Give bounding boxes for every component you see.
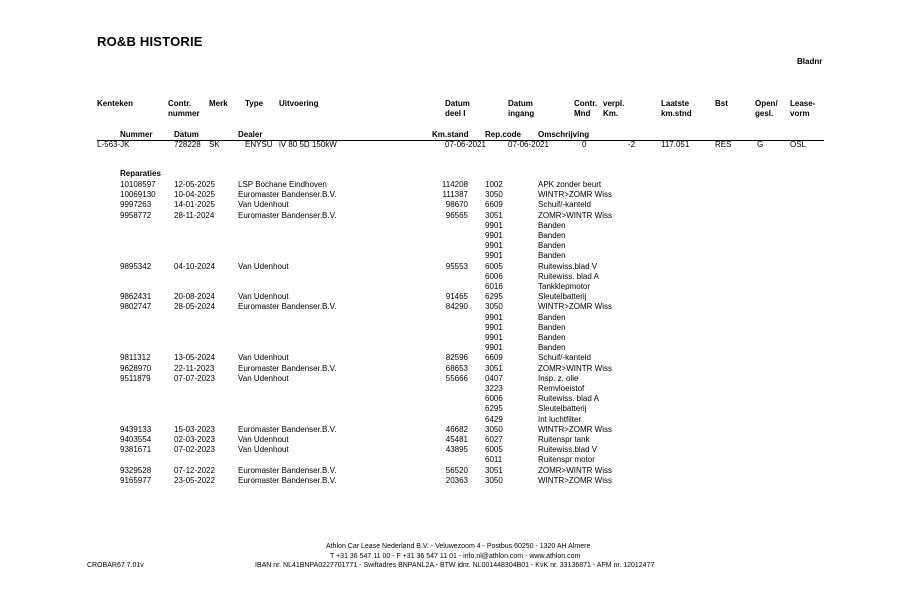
- repair-nummer: 9628970: [120, 363, 152, 373]
- repair-code: 9901: [485, 251, 503, 261]
- header-laatste-line1: Laatste: [661, 99, 690, 108]
- repair-nummer: 9381671: [120, 445, 152, 455]
- repair-omschrijving: Banden: [538, 333, 566, 342]
- header-datum-deel: [445, 99, 470, 119]
- repair-omschrijving: Ruitenspr motor: [538, 455, 595, 465]
- header-open-gesl: [755, 99, 778, 119]
- vehicle-datum-ingang: 07-06-2021: [508, 140, 549, 149]
- repair-kmstand: 20363: [445, 475, 468, 485]
- repair-kmstand: 98670: [445, 200, 468, 210]
- header-kenteken: Kenteken: [97, 99, 134, 108]
- vehicle-leasevorm: OSL: [790, 140, 807, 149]
- repair-dealer: Euromaster Bandenser.B.V.: [238, 465, 337, 475]
- repair-kmstand: 56520: [445, 465, 468, 475]
- repair-datum: 14-01-2025: [174, 200, 215, 210]
- repair-code: 6295: [485, 292, 503, 302]
- repair-nummer: 9895342: [120, 261, 152, 271]
- header-repcode: Rep.code: [485, 130, 522, 139]
- vehicle-verpl-km: -2: [628, 140, 636, 149]
- vehicle-merk: SK: [209, 140, 220, 149]
- repair-code: 6429: [485, 414, 503, 424]
- repair-omschrijving: Schuif/-kanteld: [538, 200, 591, 210]
- repair-omschrijving: ZOMR>WINTR Wiss: [538, 363, 612, 373]
- repair-code: 6609: [485, 353, 503, 363]
- footer-address: Athlon Car Lease Nederland B.V. - Veluwezoom 4 - Postbus 60250 - 1320 AH Almere: [326, 543, 591, 550]
- vehicle-type: ENYSU: [245, 140, 273, 149]
- repair-dealer: Van Udenhout: [238, 435, 289, 444]
- vehicle-open-gesl: G: [757, 140, 764, 149]
- repair-code: 6006: [485, 271, 503, 281]
- repair-kmstand: 91465: [445, 292, 468, 302]
- repair-dealer: Euromaster Bandenser.B.V.: [238, 190, 337, 200]
- repair-dealer: Euromaster Bandenser.B.V.: [238, 210, 337, 220]
- vehicle-contr-mnd: 0: [582, 140, 587, 149]
- repair-datum: 15-03-2023: [174, 424, 215, 434]
- repair-omschrijving: Tankklepmotor: [538, 282, 591, 291]
- header-open-line1: Open/: [755, 99, 778, 108]
- repair-omschrijving: WINTR>ZOMR Wiss: [538, 190, 612, 200]
- vehicle-datum-deel1: 07-06-2021: [445, 140, 486, 149]
- repair-dealer: LSP Bochane Eindhoven: [238, 180, 327, 189]
- repair-omschrijving: Ruitenspr tank: [538, 435, 590, 444]
- repair-dealer: Van Udenhout: [238, 373, 289, 383]
- vehicle-laatste-km: 117.051: [661, 140, 690, 149]
- header-lease-line1: Lease-: [790, 99, 816, 108]
- repair-omschrijving: Sleutelbatterij: [538, 404, 587, 414]
- repair-code: 1002: [485, 180, 503, 189]
- repair-kmstand: 84290: [445, 302, 468, 312]
- repair-omschrijving: Insp. z. olie: [538, 373, 579, 383]
- header-datum-ingang-line1: Datum: [508, 99, 533, 108]
- repair-dealer: Euromaster Bandenser.B.V.: [238, 475, 337, 485]
- header-datum-ingang-line2: ingang: [508, 109, 535, 118]
- header-omschrijving: Omschrijving: [538, 130, 590, 139]
- repair-datum: 02-03-2023: [174, 435, 215, 444]
- repair-nummer: 9165977: [120, 475, 152, 485]
- repair-nummer: 10069130: [120, 190, 156, 200]
- repair-kmstand: 114208: [441, 180, 468, 189]
- repair-datum: 07-07-2023: [174, 373, 215, 383]
- repair-kmstand: 95553: [445, 261, 468, 271]
- repair-dealer: Van Udenhout: [238, 200, 289, 210]
- repair-omschrijving: Banden: [538, 241, 566, 251]
- repair-datum: 28-11-2024: [174, 210, 215, 220]
- repair-code: 6609: [485, 200, 503, 210]
- repair-dealer: Euromaster Bandenser.B.V.: [238, 424, 337, 434]
- repair-datum: 07-12-2022: [174, 465, 215, 475]
- vehicle-kenteken: L-563-JK: [97, 140, 130, 149]
- repair-code: 3050: [485, 190, 503, 200]
- header-merk: Merk: [209, 99, 228, 108]
- repair-code: 3051: [485, 210, 503, 220]
- repair-dealer: Van Udenhout: [238, 261, 289, 271]
- repair-dealer: Van Udenhout: [238, 292, 289, 302]
- header-laatste-line2: km.stnd: [661, 109, 692, 118]
- header-datum-ingang: [508, 99, 534, 119]
- repair-code: 9901: [485, 220, 503, 230]
- repair-kmstand: 45481: [445, 435, 468, 444]
- header-datum-deel-line2: deel I: [445, 109, 466, 118]
- repair-omschrijving: WINTR>ZOMR Wiss: [538, 475, 612, 485]
- repair-code: 6027: [485, 435, 503, 444]
- repair-dealer: Van Udenhout: [238, 353, 289, 363]
- repair-kmstand: 96565: [445, 210, 468, 220]
- repair-nummer: 9811312: [120, 353, 151, 363]
- repair-code: 3050: [485, 475, 503, 485]
- repair-nummer: 9439133: [120, 424, 152, 434]
- repair-dealer: Euromaster Bandenser.B.V.: [238, 363, 337, 373]
- repair-kmstand: 55666: [445, 373, 468, 383]
- header-verpl-line1: verpl.: [603, 99, 625, 108]
- repair-kmstand: 111387: [442, 190, 468, 200]
- repair-dealer: Euromaster Bandenser.B.V.: [238, 302, 337, 312]
- repair-dealer: Van Udenhout: [238, 445, 289, 455]
- repair-code: 3051: [485, 363, 503, 373]
- header-bst: Bst: [715, 99, 728, 108]
- repair-code: 6011: [485, 455, 503, 465]
- section-reparaties: Reparaties: [120, 169, 161, 178]
- repair-kmstand: 82596: [445, 353, 468, 363]
- header-open-line2: gesl.: [755, 109, 774, 118]
- repair-code: 6005: [485, 261, 503, 271]
- repair-omschrijving: Int luchtfilter: [538, 414, 582, 424]
- header-laatste-km: [661, 99, 692, 119]
- repair-code: 9901: [485, 322, 503, 332]
- footer-bank-info: IBAN nr. NL41BNPA0227701771 - Swiftadres BNPANL2A - BTW idnr. NL001448304B01 - KvK nr. 33136871 - AFM nr. 12012477: [255, 562, 655, 569]
- repair-nummer: 9403554: [120, 435, 152, 444]
- repair-datum: 23-05-2022: [174, 475, 215, 485]
- header-contr-line1: Contr.: [168, 99, 192, 108]
- repair-omschrijving: Ruitewiss.blad V: [538, 445, 598, 455]
- repair-nummer: 10108597: [120, 180, 156, 189]
- repair-code: 3050: [485, 424, 503, 434]
- repair-nummer: 9862431: [120, 292, 152, 302]
- repair-code: 9901: [485, 343, 503, 353]
- repair-code: 6006: [485, 394, 503, 404]
- repair-omschrijving: WINTR>ZOMR Wiss: [538, 302, 612, 312]
- page-number-label: Bladnr: [797, 57, 823, 66]
- repair-omschrijving: Ruitewiss.blad V: [538, 261, 598, 271]
- repair-code: 3050: [485, 302, 503, 312]
- header-contr-nummer: [168, 99, 200, 119]
- repair-nummer: 9329528: [120, 465, 152, 475]
- header-uitvoering: Uitvoering: [279, 99, 319, 108]
- repair-kmstand: 43895: [445, 445, 468, 455]
- footer-form-code: CROBAR67 7.01v: [87, 562, 144, 569]
- header-lease-line2: vorm: [790, 109, 810, 118]
- repair-code: 9901: [485, 312, 503, 322]
- header-kmstand: Km.stand: [432, 130, 469, 139]
- repair-nummer: 9958772: [120, 210, 152, 220]
- repair-code: 6005: [485, 445, 503, 455]
- repair-nummer: 9802747: [120, 302, 152, 312]
- repair-nummer: 9997263: [120, 200, 152, 210]
- header-dealer: Dealer: [238, 130, 263, 139]
- repair-omschrijving: Schuif/-kanteld: [538, 353, 591, 363]
- header-contr-mnd-line1: Contr.: [574, 99, 598, 108]
- repair-omschrijving: Remvloeistof: [538, 384, 585, 393]
- repair-code: 9901: [485, 231, 503, 240]
- repair-datum: 13-05-2024: [174, 353, 215, 363]
- header-contr-mnd-line2: Mnd: [574, 109, 591, 118]
- repair-omschrijving: Banden: [538, 220, 566, 230]
- vehicle-contract: 728228: [174, 140, 201, 149]
- repair-code: 0407: [485, 373, 503, 383]
- page-title: RO&B HISTORIE: [97, 34, 203, 49]
- repair-datum: 28-05-2024: [174, 302, 215, 312]
- header-datum-deel-line1: Datum: [445, 99, 470, 108]
- vehicle-uitvoering: iV 80 5D 150kW: [279, 140, 337, 149]
- header-leasevorm: [790, 99, 815, 119]
- repair-omschrijving: Ruitewiss. blad A: [538, 394, 599, 404]
- repair-code: 6295: [485, 404, 503, 414]
- repair-omschrijving: Banden: [538, 322, 566, 332]
- repair-datum: 20-08-2024: [174, 292, 215, 302]
- repair-code: 9901: [485, 333, 503, 342]
- repair-code: 9901: [485, 241, 503, 251]
- repair-code: 6016: [485, 282, 503, 291]
- header-nummer: Nummer: [120, 130, 153, 139]
- repair-omschrijving: ZOMR>WINTR Wiss: [538, 210, 612, 220]
- repair-omschrijving: WINTR>ZOMR Wiss: [538, 424, 612, 434]
- repair-omschrijving: Sleutelbatterij: [538, 292, 587, 302]
- repair-datum: 10-04-2025: [174, 190, 215, 200]
- repair-kmstand: 68653: [445, 363, 468, 373]
- header-datum: Datum: [174, 130, 199, 139]
- repair-code: 3051: [485, 465, 503, 475]
- repair-kmstand: 46682: [445, 424, 468, 434]
- vehicle-bst: RES: [715, 140, 732, 149]
- repair-datum: 04-10-2024: [174, 261, 215, 271]
- repair-omschrijving: ZOMR>WINTR Wiss: [538, 465, 612, 475]
- repair-omschrijving: APK zonder beurt: [538, 180, 602, 189]
- repair-omschrijving: Banden: [538, 343, 566, 353]
- repair-datum: 12-05-2025: [174, 180, 215, 189]
- header-type: Type: [245, 99, 264, 108]
- repair-nummer: 9511879: [120, 373, 151, 383]
- repair-omschrijving: Banden: [538, 251, 566, 261]
- repair-omschrijving: Ruitewiss. blad A: [538, 271, 599, 281]
- repair-code: 3223: [485, 384, 503, 393]
- header-verpl-km: [603, 99, 624, 119]
- repair-datum: 22-11-2023: [174, 363, 215, 373]
- repair-omschrijving: Banden: [538, 231, 566, 240]
- repair-datum: 07-02-2023: [174, 445, 215, 455]
- footer-contact: T +31 36 547 11 00 - F +31 36 547 11 01 - info.nl@athlon.com - www.athlon.com: [330, 553, 581, 560]
- header-contr-mnd: [574, 99, 597, 119]
- header-contr-line2: nummer: [168, 109, 200, 118]
- header-verpl-line2: Km.: [603, 109, 619, 118]
- repair-omschrijving: Banden: [538, 312, 566, 322]
